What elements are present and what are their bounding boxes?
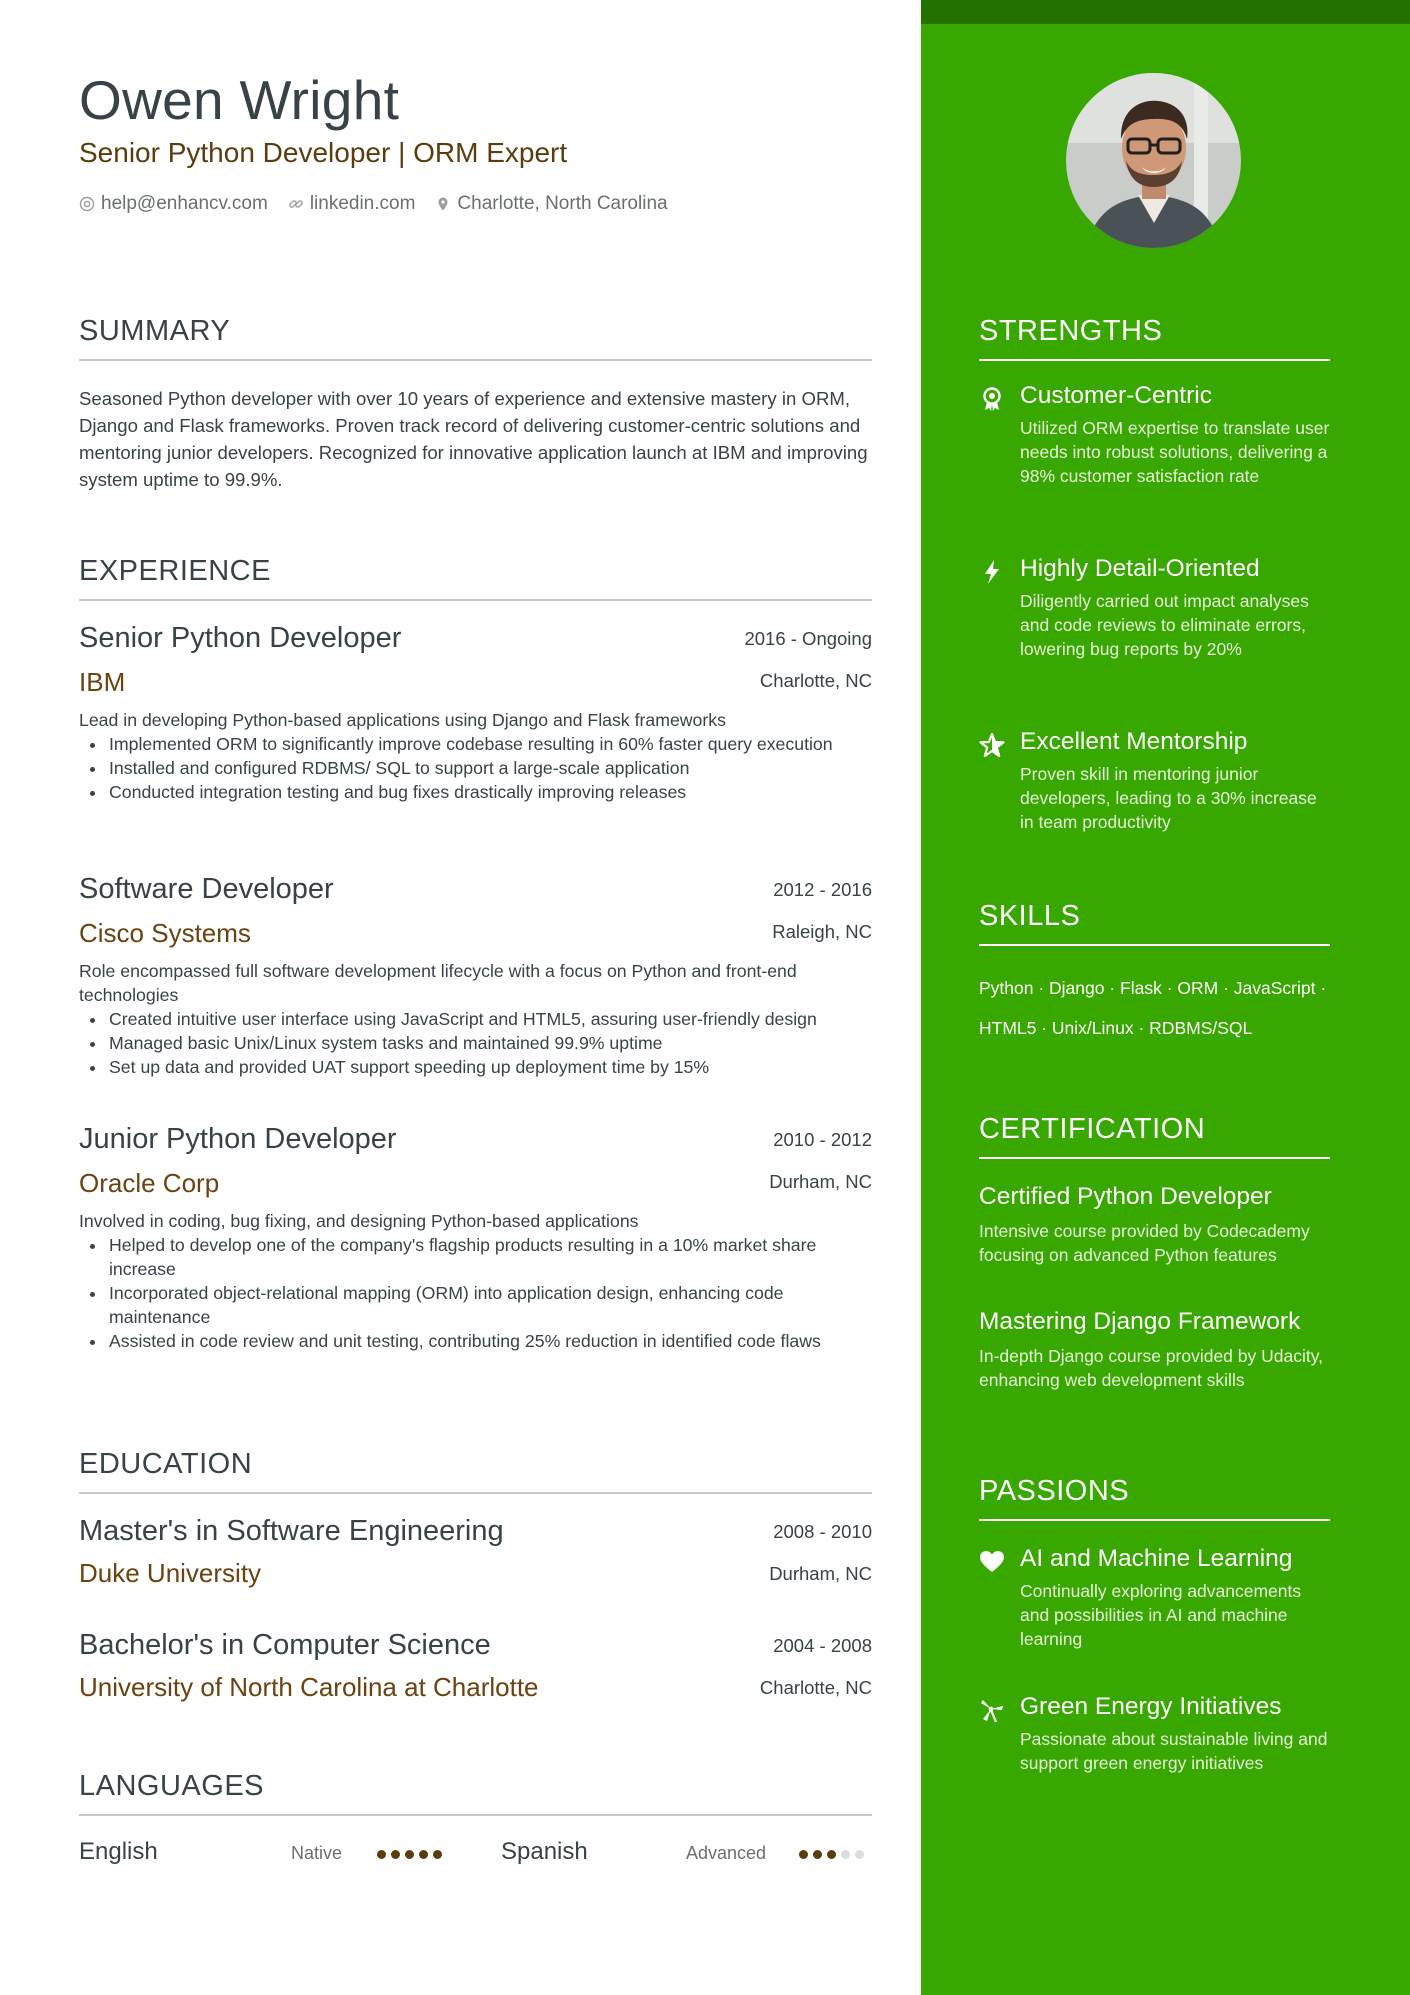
at-icon [79, 196, 95, 212]
skills-heading: SKILLS [979, 900, 1330, 946]
strengths-heading: STRENGTHS [979, 315, 1330, 361]
location-text: Charlotte, North Carolina [457, 193, 668, 214]
language-rating [799, 1850, 864, 1859]
job-entry [79, 622, 872, 804]
language-rating [377, 1850, 442, 1859]
job-bullet: • Implemented ORM to significantly improve codebase resulting in 60% faster query execution [107, 732, 872, 756]
job-description: Lead in developing Python-based applications using Django and Flask frameworks [79, 710, 726, 730]
linkedin-contact[interactable] [288, 193, 416, 215]
rating-dot-filled [377, 1850, 386, 1859]
job-bullet: • Installed and configured RDBMS/ SQL to support a large-scale application [107, 756, 872, 780]
location-contact [435, 193, 667, 215]
candidate-name: Owen Wright [79, 69, 400, 131]
languages-heading: LANGUAGES [79, 1770, 872, 1816]
passion-item [979, 1693, 1330, 1775]
rating-dot-empty [841, 1850, 850, 1859]
passions-heading: PASSIONS [979, 1475, 1330, 1521]
education-entry [79, 1515, 872, 1589]
strength-title: Highly Detail-Oriented [1020, 555, 1260, 582]
strength-title: Excellent Mentorship [1020, 728, 1248, 755]
certification-title: Certified Python Developer [979, 1183, 1272, 1210]
linkedin-text: linkedin.com [309, 193, 416, 214]
job-bullets [107, 732, 872, 804]
language-name: English [79, 1838, 158, 1865]
job-entry [79, 873, 872, 1079]
link-icon [288, 196, 304, 212]
rating-dot-filled [405, 1850, 414, 1859]
sidebar [921, 0, 1410, 1995]
job-bullet: • Created intuitive user interface using JavaScript and HTML5, assuring user-friendly design [107, 1007, 872, 1031]
passion-title: AI and Machine Learning [1020, 1545, 1293, 1572]
rating-dot-filled [391, 1850, 400, 1859]
strength-description: Proven skill in mentoring junior developers, leading to a 30% increase in team productivity [1020, 764, 1317, 832]
heart-icon [979, 1549, 1005, 1575]
lightning-icon [979, 559, 1005, 585]
location-pin-icon [435, 196, 451, 212]
summary-heading: SUMMARY [79, 315, 872, 361]
profile-photo [1066, 73, 1241, 248]
education-degree: Bachelor's in Computer Science [79, 1629, 491, 1661]
job-location: Raleigh, NC [772, 921, 872, 942]
job-bullet: • Helped to develop one of the company's flagship products resulting in a 10% market share increase [107, 1233, 872, 1281]
certification-heading: CERTIFICATION [979, 1113, 1330, 1159]
job-role: Software Developer [79, 873, 334, 905]
job-bullet: • Conducted integration testing and bug fixes drastically improving releases [107, 780, 872, 804]
certification-item [979, 1183, 1330, 1267]
education-school: University of North Carolina at Charlotte [79, 1672, 539, 1702]
certification-description: Intensive course provided by Codecademy focusing on advanced Python features [979, 1221, 1310, 1265]
education-entry [79, 1629, 872, 1703]
skills-list: Python · Django · Flask · ORM · JavaScript · HTML5 · Unix/Linux · RDBMS/SQL [979, 978, 1327, 1038]
experience-heading: EXPERIENCE [79, 555, 872, 601]
education-location: Charlotte, NC [759, 1677, 872, 1698]
job-bullet: • Incorporated object-relational mapping (ORM) into application design, enhancing code maintenance [107, 1281, 872, 1329]
language-level: Advanced [686, 1843, 767, 1863]
strength-item [979, 728, 1330, 834]
passion-item [979, 1545, 1330, 1651]
education-heading: EDUCATION [79, 1448, 872, 1494]
rating-dot-filled [799, 1850, 808, 1859]
contact-bar [79, 193, 668, 215]
languages-row [79, 1838, 872, 1868]
passion-description: Passionate about sustainable living and support green energy initiatives [1020, 1729, 1328, 1773]
language-level: Native [291, 1843, 343, 1863]
job-bullets [107, 1233, 872, 1353]
job-date: 2016 - Ongoing [744, 628, 872, 649]
rating-dot-filled [433, 1850, 442, 1859]
award-icon [979, 386, 1005, 412]
job-entry [79, 1123, 872, 1353]
sidebar-top-bar [921, 0, 1410, 24]
strength-item [979, 555, 1330, 661]
job-bullets [107, 1007, 872, 1079]
language-name: Spanish [501, 1838, 588, 1865]
email-contact[interactable] [79, 193, 268, 215]
passion-title: Green Energy Initiatives [1020, 1693, 1282, 1720]
certification-title: Mastering Django Framework [979, 1308, 1301, 1335]
summary-text: Seasoned Python developer with over 10 years of experience and extensive mastery in ORM, Django and Flask frameworks. Proven track record of delivering customer-centric solutions and mentoring junior developers. Recognized for innovative application launch at IBM and improving system uptime to 99.9%. [79, 388, 868, 490]
job-bullet: • Managed basic Unix/Linux system tasks and maintained 99.9% uptime [107, 1031, 872, 1055]
job-location: Durham, NC [769, 1171, 872, 1192]
education-date: 2004 - 2008 [773, 1635, 872, 1656]
job-date: 2010 - 2012 [773, 1129, 872, 1150]
job-role: Junior Python Developer [79, 1123, 397, 1155]
job-date: 2012 - 2016 [773, 879, 872, 900]
job-company: IBM [79, 667, 126, 697]
job-location: Charlotte, NC [759, 670, 872, 691]
rating-dot-filled [419, 1850, 428, 1859]
education-location: Durham, NC [769, 1563, 872, 1584]
strength-title: Customer-Centric [1020, 382, 1212, 409]
education-school: Duke University [79, 1558, 262, 1588]
certification-description: In-depth Django course provided by Udacity, enhancing web development skills [979, 1346, 1324, 1390]
candidate-title: Senior Python Developer | ORM Expert [79, 137, 568, 168]
job-bullet: • Set up data and provided UAT support speeding up deployment time by 15% [107, 1055, 872, 1079]
profile-photo-illustration [1066, 73, 1241, 248]
email-text: help@enhancv.com [101, 193, 268, 214]
job-company: Cisco Systems [79, 918, 251, 948]
wind-turbine-icon [979, 1697, 1005, 1723]
strength-description: Diligently carried out impact analyses and code reviews to eliminate errors, lowering bug reports by 20% [1020, 591, 1309, 659]
strength-item [979, 382, 1330, 488]
job-description: Role encompassed full software development lifecycle with a focus on Python and front-end technologies [79, 961, 797, 1005]
passion-description: Continually exploring advancements and possibilities in AI and machine learning [1020, 1581, 1302, 1649]
rating-dot-filled [827, 1850, 836, 1859]
certification-item [979, 1308, 1330, 1392]
job-company: Oracle Corp [79, 1168, 220, 1198]
rating-dot-empty [855, 1850, 864, 1859]
job-role: Senior Python Developer [79, 622, 402, 654]
job-description: Involved in coding, bug fixing, and designing Python-based applications [79, 1211, 639, 1231]
education-degree: Master's in Software Engineering [79, 1515, 504, 1547]
strength-description: Utilized ORM expertise to translate user needs into robust solutions, delivering a 98% customer satisfaction rate [1020, 418, 1330, 486]
rating-dot-filled [813, 1850, 822, 1859]
star-icon [979, 732, 1005, 758]
job-bullet: • Assisted in code review and unit testing, contributing 25% reduction in identified code flaws [107, 1329, 872, 1353]
education-date: 2008 - 2010 [773, 1521, 872, 1542]
